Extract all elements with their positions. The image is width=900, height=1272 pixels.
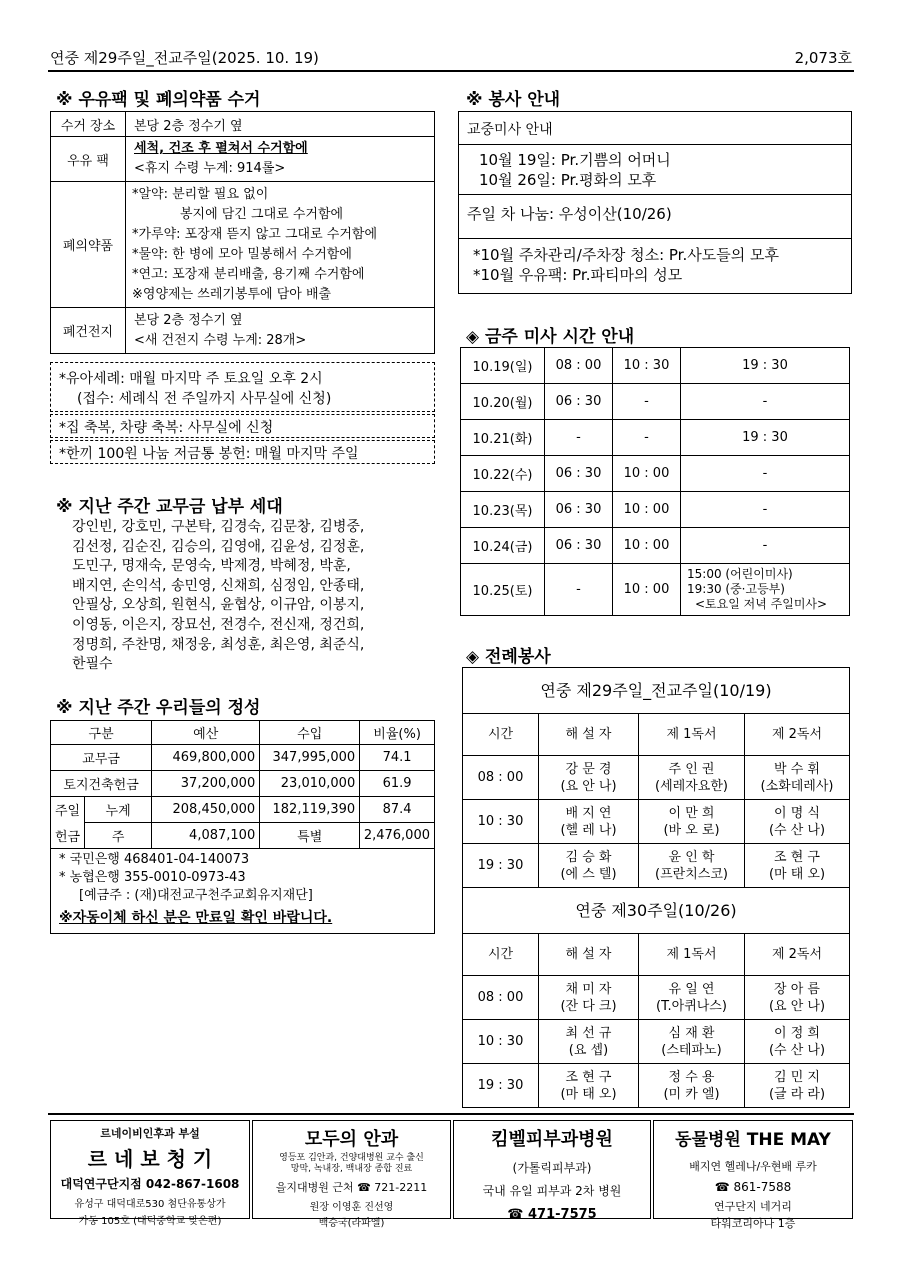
ad-line: 모두의 안과 [304,1129,399,1150]
reader-name: 이 만 희 [668,805,715,821]
recycle-table [50,111,435,354]
notice-piggybank: *한끼 100원 나눔 저금통 봉헌: 매월 마지막 주일 [50,440,435,464]
ad-line: ☎ 861-7588 [714,1180,792,1194]
issue-number: 2,073호 [794,49,852,67]
mass-line: 10월 26일: Pr.평화의 모후 [479,171,657,189]
recycle-line: 봉지에 담긴 그대로 수거함에 [180,206,344,222]
ad-line: 배지연 헬레나/우현배 루카 [689,1160,817,1173]
reader-saint: (글 라 라) [768,1086,826,1102]
recycle-line: *알약: 분리할 필요 없이 [132,186,269,202]
finance-cell: 208,450,000 [152,797,260,823]
service-line: *10월 우유팩: Pr.파티마의 성모 [473,266,683,284]
reader-name: 이 정 희 [774,1025,820,1041]
mass-day: 10.20(월) [461,384,545,420]
reader-saint: (바 오 로) [663,822,720,838]
ad-line: 르 네 보 청 기 [87,1147,213,1171]
finance-cell: 74.1 [360,745,435,771]
mass-time: 19 : 30 [681,420,850,456]
mass-time: - [681,456,850,492]
mass-time: - [681,492,850,528]
dues-line: 안필상, 오상희, 원현식, 윤협상, 이규암, 이봉지, [72,597,365,614]
ad-line: 연구단지 네거리 [714,1200,792,1213]
reader-saint: (소화데레사) [760,778,834,794]
ad-line: 백승국(라파엘) [318,1218,385,1229]
mass-time: - [681,528,850,564]
recycle-value: 본당 2층 정수기 옆 [126,112,435,137]
liturgy-head: 제 1독서 [639,714,745,756]
reader-name: 조 현 구 [565,1069,612,1085]
ad-line: ☎ 471-7575 [507,1207,597,1222]
mass-day: 10.21(화) [461,420,545,456]
masstimes-table [460,347,850,616]
liturgy-time: 19 : 30 [463,844,539,888]
finance-cell: 469,800,000 [152,745,260,771]
masstimes-title: ◈ 금주 미사 시간 안내 [466,327,635,347]
reader-name: 조 현 구 [774,849,820,865]
mass-time: 06 : 30 [545,528,613,564]
bank-line: [예금주 : (재)대전교구천주교회유지재단] [79,888,313,903]
liturgy-head: 해 설 자 [539,934,639,976]
notice-blessing: *집 축복, 차량 축복: 사무실에 신청 [50,414,435,438]
ad-line: 타워코리아나 1층 [710,1217,796,1230]
recycle-label: 우유 팩 [51,137,126,182]
ad-line: 망막, 녹내장, 백내장 종합 진료 [290,1164,413,1174]
finance-head: 구분 [51,721,152,745]
finance-cell: 주일 [51,797,85,823]
finance-cell: 4,087,100 [152,823,260,849]
week-title: 연중 제30주일(10/26) [463,888,850,934]
mass-day: 10.23(목) [461,492,545,528]
recycle-line: 본당 2층 정수기 옆 [134,312,243,328]
reader-saint: (마 태 오) [560,1086,617,1102]
dues-line: 한필수 [72,656,113,673]
header-rule [48,70,854,72]
reader-name: 장 아 름 [774,981,820,997]
recycle-label: 폐건전지 [51,308,126,354]
mass-line: 10월 19일: Pr.기쁨의 어머니 [479,151,671,169]
dues-line: 도민구, 명재숙, 문영숙, 박제경, 박혜정, 박훈, [72,558,351,575]
finance-head: 예산 [152,721,260,745]
dues-title: ※ 지난 주간 교무금 납부 세대 [56,497,283,517]
ad-line: 국내 유일 피부과 2차 병원 [482,1184,622,1198]
reader-saint: (잔 다 크) [560,998,617,1014]
reader-name: 김 승 화 [565,849,612,865]
reader-saint: (프란치스코) [655,866,728,882]
recycle-line: ※영양제는 쓰레기봉투에 담아 배출 [132,286,332,302]
mass-time: 19 : 30 [681,348,850,384]
ad-line: 을지대병원 근처 ☎ 721-2211 [275,1181,428,1194]
reader-name: 이 명 식 [774,805,820,821]
dues-line: 강인빈, 강호민, 구본탁, 김경숙, 김문창, 김병중, [72,519,365,535]
reader-name: 김 민 지 [774,1069,820,1085]
ad-line: 원장 이영훈 진선영 [309,1202,394,1213]
finance-cell: 특별 [260,823,360,849]
issue-date: 연중 제29주일_전교주일(2025. 10. 19) [50,49,319,67]
reader-saint: (요 안 나) [768,998,826,1014]
reader-saint: (요 안 나) [560,778,617,794]
reader-name: 채 미 자 [565,981,612,997]
reader-name: 유 일 연 [668,981,715,997]
liturgy-time: 08 : 00 [463,976,539,1020]
mass-day: 10.19(일) [461,348,545,384]
notice-baptism [50,362,435,412]
liturgy-head: 제 2독서 [745,714,850,756]
mass-time: - [545,564,613,616]
car-sharing: 주일 차 나눔: 우성이산(10/26) [459,195,851,239]
ad-line: 킴벨피부과병원 [491,1129,613,1150]
mass-time: 10 : 30 [613,348,681,384]
reader-saint: (헬 레 나) [560,822,617,838]
service-box [458,111,852,294]
reader-name: 배 지 연 [565,805,612,821]
liturgy-head: 제 1독서 [639,934,745,976]
reader-saint: (수 산 나) [768,1042,826,1058]
reader-saint: (미 카 엘) [663,1086,720,1102]
mass-time: 10 : 00 [613,456,681,492]
finance-title: ※ 지난 주간 우리들의 정성 [56,698,261,718]
mass-day: 10.24(금) [461,528,545,564]
mass-time: 06 : 30 [545,492,613,528]
service-line: *10월 주차관리/주차장 청소: Pr.사도들의 모후 [473,246,779,264]
liturgy-time: 08 : 00 [463,756,539,800]
reader-name: 윤 인 학 [668,849,715,865]
mass-day: 10.22(수) [461,456,545,492]
dues-list [72,518,364,675]
mass-time: - [613,384,681,420]
finance-cell: 헌금 [51,823,85,849]
liturgy-head: 해 설 자 [539,714,639,756]
liturgy-head: 시간 [463,714,539,756]
reader-name: 심 재 환 [668,1025,715,1041]
recycle-label: 폐의약품 [51,182,126,308]
service-title: ※ 봉사 안내 [466,90,561,110]
liturgy-table [462,667,850,1108]
bank-line: * 국민은행 468401-04-140073 [59,852,250,867]
recycle-line: <휴지 수령 누계: 914롤> [134,161,286,176]
liturgy-head: 제 2독서 [745,934,850,976]
reader-name: 주 인 권 [668,761,715,777]
bank-box [50,848,435,934]
finance-cell: 교무금 [51,745,152,771]
mass-time: - [613,420,681,456]
mass-time: 08 : 00 [545,348,613,384]
finance-cell: 182,119,390 [260,797,360,823]
recycle-line: *가루약: 포장재 뜯지 않고 그대로 수거함에 [132,226,378,242]
reader-name: 최 선 규 [565,1025,612,1041]
liturgy-head: 시간 [463,934,539,976]
finance-cell: 347,995,000 [260,745,360,771]
mass-time: 06 : 30 [545,456,613,492]
ad-eye-clinic [252,1120,451,1229]
ad-dermatology [453,1120,651,1222]
reader-name: 박 수 휘 [774,761,820,777]
recycle-line: *물약: 한 병에 모아 밀봉해서 수거함에 [132,246,352,262]
finance-cell: 누계 [85,797,152,823]
finance-table [50,720,435,849]
footer-rule [48,1113,854,1115]
recycle-line: 세척, 건조 후 펼쳐서 수거함에 [134,141,308,156]
mass-label: 교중미사 안내 [459,112,851,145]
mass-time: 06 : 30 [545,384,613,420]
sat-extra-line: 15:00 (어린이미사) [687,567,793,581]
finance-cell: 87.4 [360,797,435,823]
week-title: 연중 제29주일_전교주일(10/19) [463,668,850,714]
finance-cell: 주 [85,823,152,849]
dues-line: 배지연, 손익석, 송민영, 신채희, 심정임, 안종태, [72,577,365,594]
dues-line: 정명희, 주찬명, 채정웅, 최성훈, 최은영, 최준식, [72,636,365,653]
finance-cell: 61.9 [360,771,435,797]
reader-saint: (수 산 나) [768,822,826,838]
mass-time: 10 : 00 [613,492,681,528]
mass-time: - [545,420,613,456]
notice-line: *유아세례: 매월 마지막 주 토요일 오후 2시 [59,371,323,387]
finance-head: 수입 [260,721,360,745]
recycle-title: ※ 우유팩 및 폐의약품 수거 [56,90,261,110]
notice-line: (접수: 세례식 전 주일까지 사무실에 신청) [77,391,332,407]
sat-extra-line: <토요일 저녁 주일미사> [695,597,828,611]
auto-transfer-note: ※자동이체 하신 분은 만료일 확인 바랍니다. [59,910,333,926]
ad-line: (가톨릭피부과) [512,1161,592,1175]
dues-line: 김선정, 김순진, 김승의, 김영애, 김윤성, 김정훈, [72,538,365,555]
finance-cell: 23,010,000 [260,771,360,797]
reader-saint: (에 스 텔) [560,866,617,882]
ad-line: 영등포 김안과, 건양대병원 교수 출신 [279,1153,424,1163]
reader-name: 강 문 경 [565,761,612,777]
recycle-label: 수거 장소 [51,112,126,137]
reader-saint: (요 셉) [568,1042,609,1058]
bank-line: * 농협은행 355-0010-0973-43 [59,870,246,885]
ad-hearing-aid [50,1120,250,1227]
finance-cell: 37,200,000 [152,771,260,797]
dues-line: 이영동, 이은지, 장묘선, 전경수, 전신재, 정건희, [72,616,365,633]
liturgy-time: 10 : 30 [463,1020,539,1064]
mass-time: - [681,384,850,420]
finance-cell: 2,476,000 [360,823,435,849]
ad-line: 유성구 대덕대로530 첨단유통상가 [74,1199,226,1210]
mass-day: 10.25(토) [461,564,545,616]
mass-time: 10 : 00 [613,564,681,616]
ad-line: 대덕연구단지점 042-867-1608 [60,1177,240,1191]
ad-animal-hospital [653,1120,853,1230]
ad-line: 가동 105호 (대덕중학교 맞은편) [78,1216,222,1227]
recycle-line: <새 건전지 수령 누계: 28개> [134,332,307,348]
ad-line: 르네이비인후과 부설 [100,1127,200,1140]
recycle-line: *연고: 포장재 분리배출, 용기째 수거함에 [132,266,365,282]
reader-saint: (스테파노) [661,1042,722,1058]
liturgy-title: ◈ 전례봉사 [466,647,551,667]
finance-cell: 토지건축헌금 [51,771,152,797]
reader-saint: (세레자요한) [655,778,728,794]
reader-saint: (T.아퀴나스) [656,998,727,1014]
finance-head: 비율(%) [360,721,435,745]
reader-name: 정 수 용 [668,1069,715,1085]
liturgy-time: 10 : 30 [463,800,539,844]
ad-line: 동물병원 THE MAY [675,1130,831,1150]
mass-time: 10 : 00 [613,528,681,564]
reader-saint: (마 태 오) [768,866,826,882]
liturgy-time: 19 : 30 [463,1064,539,1108]
sat-extra-line: 19:30 (중·고등부) [687,582,785,596]
